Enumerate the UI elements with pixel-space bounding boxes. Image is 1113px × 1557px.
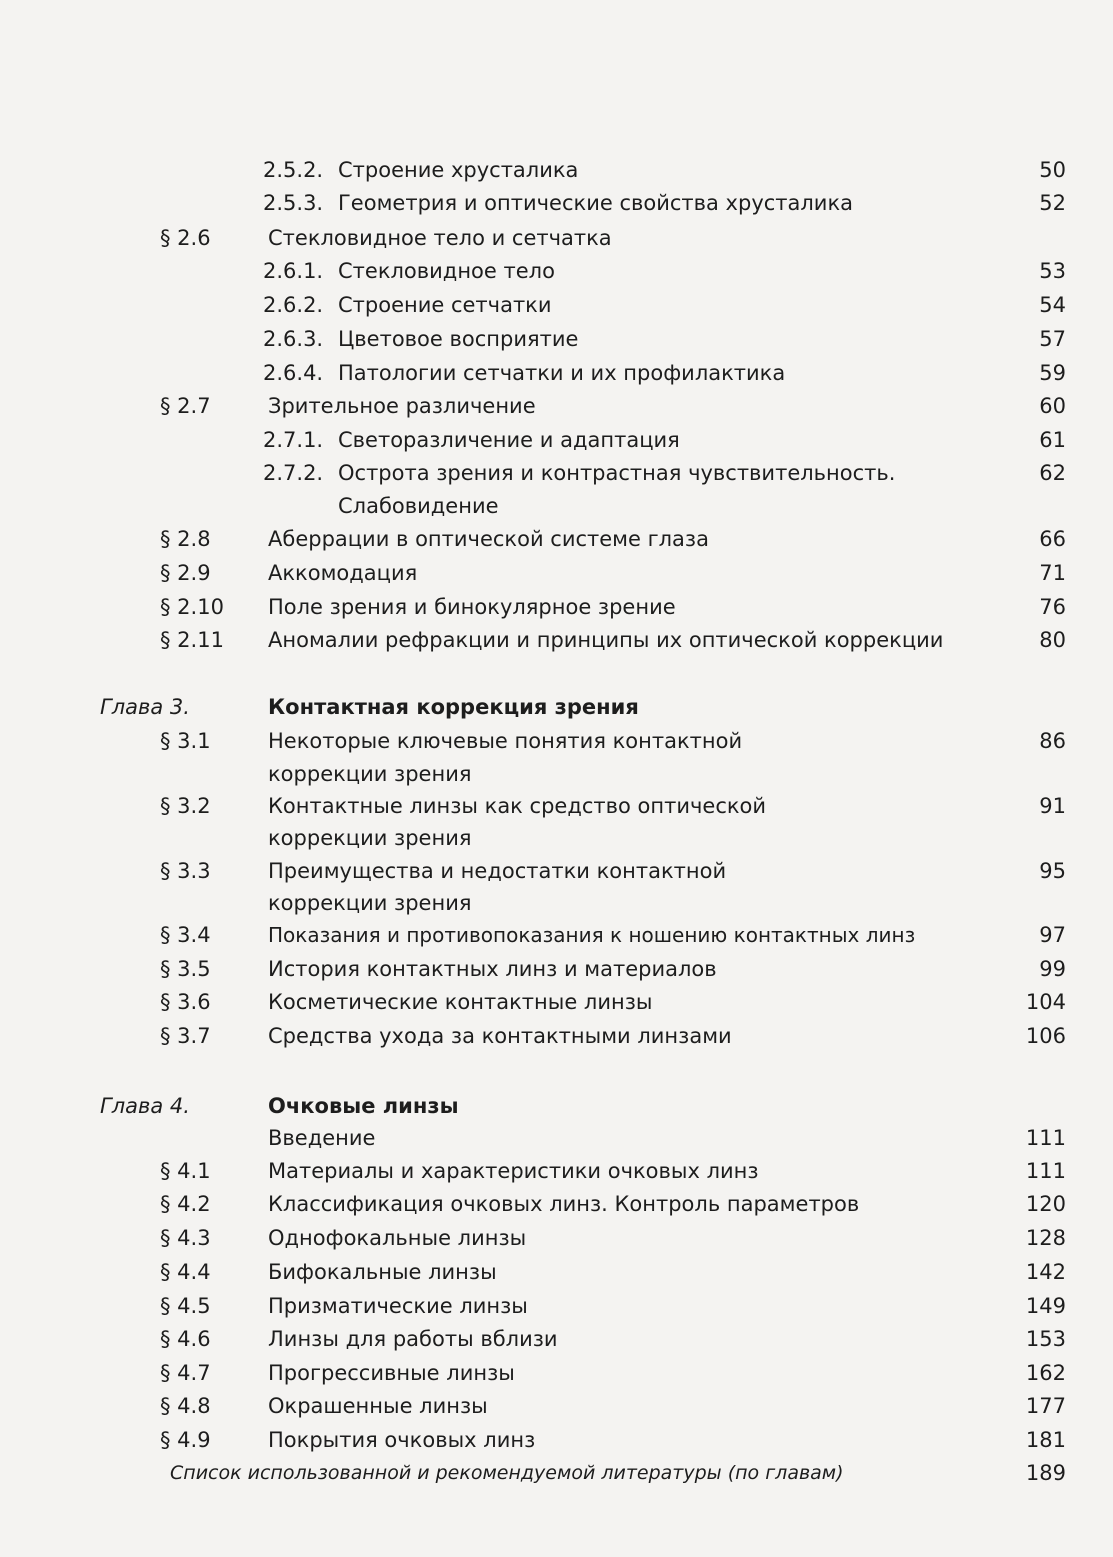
toc-entry-title: Стекловидное тело и сетчатка: [268, 226, 612, 250]
toc-chapter-number: Глава 4.: [100, 1094, 190, 1118]
toc-entry-title: Покрытия очковых линз: [268, 1428, 536, 1452]
toc-entry-title: Некоторые ключевые понятия контактной: [268, 729, 743, 753]
toc-entry: [0, 591, 1113, 623]
toc-entry-number: 2.6.2.: [263, 293, 324, 317]
toc-entry-title: Однофокальные линзы: [268, 1226, 527, 1250]
toc-entry-title: История контактных линз и материалов: [268, 957, 717, 981]
toc-entry-page: 54: [1039, 293, 1066, 317]
toc-entry-number: § 4.5: [160, 1294, 211, 1318]
toc-entry-page: 111: [1025, 1159, 1066, 1183]
toc-entry-number: 2.7.2.: [263, 461, 324, 485]
toc-entry: [0, 457, 1113, 489]
toc-entry-number: § 2.8: [160, 527, 211, 551]
toc-entry-number: § 3.5: [160, 957, 211, 981]
toc-entry-number: § 4.6: [160, 1327, 211, 1351]
toc-entry-page: 66: [1039, 527, 1066, 551]
toc-entry-number: § 2.7: [160, 394, 211, 418]
toc-entry-page: 97: [1039, 923, 1066, 947]
toc-entry-number: 2.6.1.: [263, 259, 324, 283]
toc-entry: [0, 289, 1113, 321]
toc-entry-page: 162: [1025, 1361, 1066, 1385]
toc-entry-title: Материалы и характеристики очковых линз: [268, 1159, 759, 1183]
toc-entry-title: Окрашенные линзы: [268, 1394, 488, 1418]
toc-entry: [0, 1424, 1113, 1456]
toc-entry-page: 60: [1039, 394, 1066, 418]
toc-entry-page: 62: [1039, 461, 1066, 485]
toc-entry-title: Бифокальные линзы: [268, 1260, 497, 1284]
toc-entry-number: § 3.3: [160, 859, 211, 883]
toc-entry: [0, 624, 1113, 656]
toc-entry-title: Геометрия и оптические свойства хрусталика: [338, 191, 854, 215]
toc-entry-title: Средства ухода за контактными линзами: [268, 1024, 732, 1048]
toc-entry-page: 61: [1039, 428, 1066, 452]
toc-entry-title: коррекции зрения: [268, 891, 472, 915]
toc-entry: [0, 1222, 1113, 1254]
toc-entry: [0, 255, 1113, 287]
toc-entry: [0, 523, 1113, 555]
toc-entry-number: § 4.4: [160, 1260, 211, 1284]
toc-entry-page: 181: [1025, 1428, 1066, 1452]
toc-entry-title: Светоразличение и адаптация: [338, 428, 680, 452]
toc-entry: [0, 323, 1113, 355]
toc-entry: [0, 154, 1113, 186]
toc-entry-page: 128: [1025, 1226, 1066, 1250]
toc-entry-title: Показания и противопоказания к ношению контактных линз: [268, 923, 916, 947]
toc-entry-number: § 4.9: [160, 1428, 211, 1452]
toc-entry: [0, 222, 1113, 254]
toc-entry: [0, 790, 1113, 822]
toc-entry-continuation: [0, 887, 1113, 919]
toc-entry: [0, 1390, 1113, 1422]
toc-references-title: Список использованной и рекомендуемой литературы (по главам): [170, 1462, 844, 1484]
toc-entry-title: Цветовое восприятие: [338, 327, 579, 351]
toc-entry-number: § 4.3: [160, 1226, 211, 1250]
toc-entry-page: 86: [1039, 729, 1066, 753]
toc-entry-title: Контактные линзы как средство оптической: [268, 794, 767, 818]
toc-entry-number: 2.5.2.: [263, 158, 324, 182]
toc-entry-title: Патологии сетчатки и их профилактика: [338, 361, 786, 385]
toc-chapter-title: Контактная коррекция зрения: [268, 695, 639, 719]
toc-entry-page: 53: [1039, 259, 1066, 283]
toc-entry: [0, 1020, 1113, 1052]
toc-entry-page: 111: [1025, 1126, 1066, 1150]
toc-entry-title: Косметические контактные линзы: [268, 990, 653, 1014]
toc-entry-title: Прогрессивные линзы: [268, 1361, 515, 1385]
toc-entry: [0, 986, 1113, 1018]
toc-entry-title: Линзы для работы вблизи: [268, 1327, 558, 1351]
toc-entry-page: 99: [1039, 957, 1066, 981]
toc-chapter-number: Глава 3.: [100, 695, 190, 719]
toc-entry-page: 95: [1039, 859, 1066, 883]
toc-entry-title: Введение: [268, 1126, 376, 1150]
toc-entry: [0, 557, 1113, 589]
toc-entry-number: 2.7.1.: [263, 428, 324, 452]
toc-entry-page: 106: [1025, 1024, 1066, 1048]
toc-entry: [0, 424, 1113, 456]
toc-entry-page: 177: [1025, 1394, 1066, 1418]
toc-entry-page: 71: [1039, 561, 1066, 585]
toc-entry: [0, 1323, 1113, 1355]
toc-entry-page: 104: [1025, 990, 1066, 1014]
toc-entry: [0, 1188, 1113, 1220]
toc-entry-title: Аберрации в оптической системе глаза: [268, 527, 709, 551]
toc-entry-page: 76: [1039, 595, 1066, 619]
toc-entry-title: Поле зрения и бинокулярное зрение: [268, 595, 676, 619]
toc-entry-page: 57: [1039, 327, 1066, 351]
toc-entry-page: 120: [1025, 1192, 1066, 1216]
toc-entry: [0, 1122, 1113, 1154]
toc-entry-page: 91: [1039, 794, 1066, 818]
toc-entry-page: 149: [1025, 1294, 1066, 1318]
toc-entry-number: § 2.10: [160, 595, 224, 619]
toc-entry-title: коррекции зрения: [268, 826, 472, 850]
toc-chapter: [0, 1090, 1113, 1122]
toc-entry-number: 2.6.3.: [263, 327, 324, 351]
toc-chapter: [0, 691, 1113, 723]
toc-entry-page: 153: [1025, 1327, 1066, 1351]
toc-entry-title: Классификация очковых линз. Контроль параметров: [268, 1192, 860, 1216]
toc-entry-title: Острота зрения и контрастная чувствительность.: [338, 461, 896, 485]
toc-entry-number: § 3.2: [160, 794, 211, 818]
toc-entry-number: § 2.11: [160, 628, 224, 652]
toc-entry: [0, 390, 1113, 422]
toc-entry-page: 59: [1039, 361, 1066, 385]
toc-entry: [0, 1290, 1113, 1322]
toc-entry-title: коррекции зрения: [268, 762, 472, 786]
toc-entry-number: § 3.6: [160, 990, 211, 1014]
toc-entry-title: Строение сетчатки: [338, 293, 552, 317]
toc-entry-title: Слабовидение: [338, 494, 499, 518]
toc-entry-page: 50: [1039, 158, 1066, 182]
toc-entry-number: § 3.7: [160, 1024, 211, 1048]
toc-entry-number: § 4.8: [160, 1394, 211, 1418]
toc-entry: [0, 725, 1113, 757]
toc-entry-number: § 3.4: [160, 923, 211, 947]
toc-entry: [0, 1357, 1113, 1389]
toc-entry-title: Аномалии рефракции и принципы их оптической коррекции: [268, 628, 944, 652]
toc-entry: [0, 1256, 1113, 1288]
toc-entry: [0, 855, 1113, 887]
toc-references-entry: [0, 1457, 1113, 1489]
toc-entry: [0, 187, 1113, 219]
toc-entry-page: 189: [1025, 1461, 1066, 1485]
toc-entry-number: § 2.6: [160, 226, 211, 250]
toc-entry-title: Стекловидное тело: [338, 259, 555, 283]
toc-entry-number: § 4.2: [160, 1192, 211, 1216]
toc-entry-continuation: [0, 490, 1113, 522]
toc-entry-title: Призматические линзы: [268, 1294, 528, 1318]
toc-entry-title: Аккомодация: [268, 561, 418, 585]
toc-entry-continuation: [0, 758, 1113, 790]
toc-entry: [0, 919, 1113, 951]
toc-entry-number: 2.5.3.: [263, 191, 324, 215]
toc-entry-number: 2.6.4.: [263, 361, 324, 385]
toc-entry-title: Зрительное различение: [268, 394, 536, 418]
toc-entry: [0, 953, 1113, 985]
toc-entry-title: Преимущества и недостатки контактной: [268, 859, 727, 883]
toc-entry-page: 80: [1039, 628, 1066, 652]
toc-chapter-title: Очковые линзы: [268, 1094, 459, 1118]
toc-entry-number: § 4.1: [160, 1159, 211, 1183]
toc-entry-continuation: [0, 822, 1113, 854]
toc-entry-title: Строение хрусталика: [338, 158, 579, 182]
toc-entry-number: § 3.1: [160, 729, 211, 753]
toc-entry-page: 142: [1025, 1260, 1066, 1284]
toc-entry-number: § 4.7: [160, 1361, 211, 1385]
toc-entry-page: 52: [1039, 191, 1066, 215]
toc-entry: [0, 357, 1113, 389]
toc-entry: [0, 1155, 1113, 1187]
toc-entry-number: § 2.9: [160, 561, 211, 585]
